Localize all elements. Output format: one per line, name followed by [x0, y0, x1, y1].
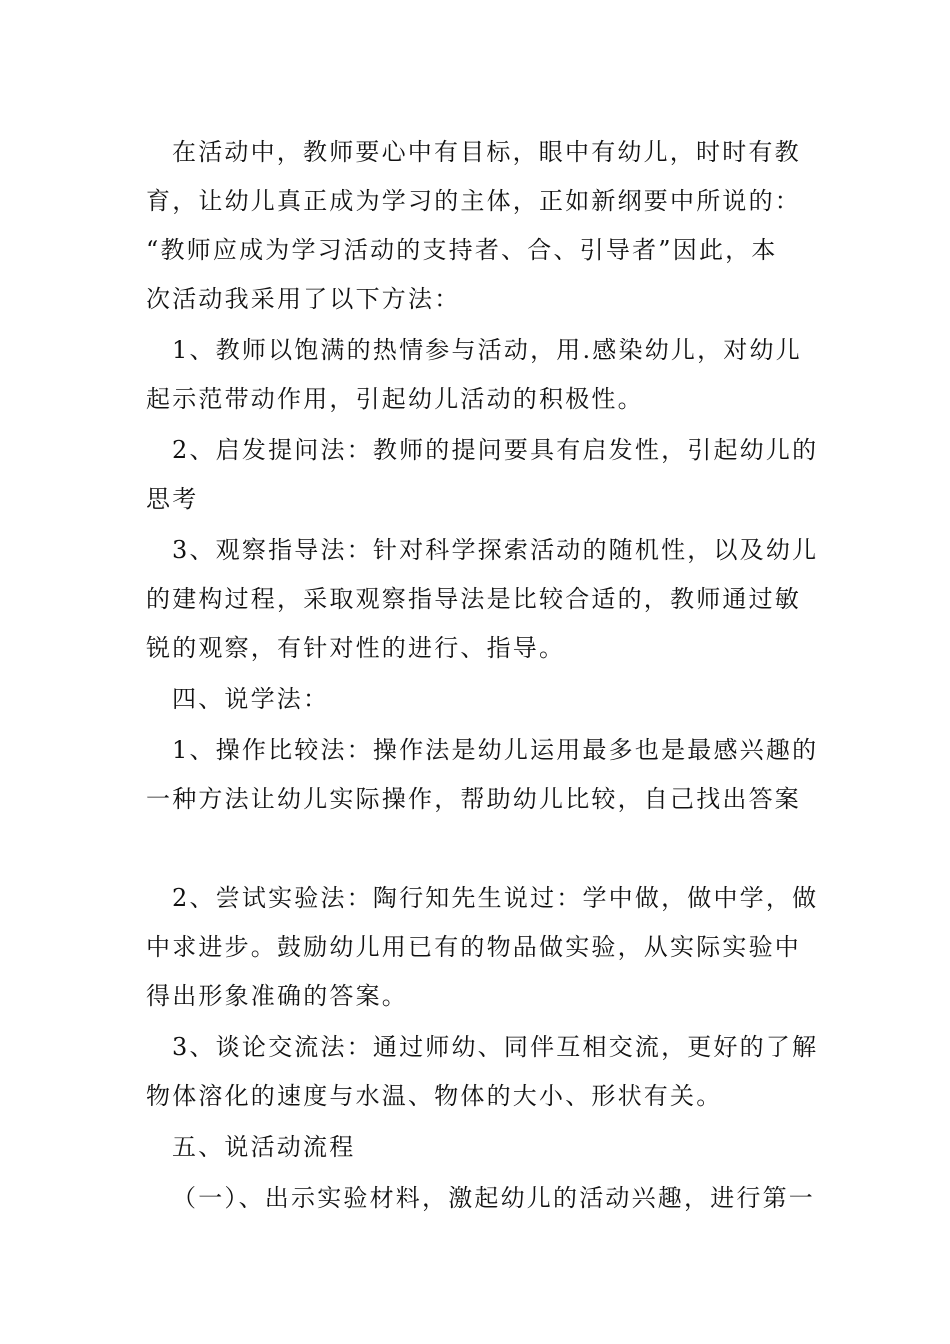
- list-item-line: （一）、出示实验材料，激起幼儿的活动兴趣，进行第一: [172, 1184, 815, 1212]
- section-heading: 五、说活动流程: [172, 1133, 356, 1161]
- list-item-line: 锐的观察，有针对性的进行、指导。: [146, 634, 566, 662]
- list-item-line: 1、教师以饱满的热情参与活动，用.感染幼儿，对幼儿: [172, 336, 802, 364]
- section-heading: 四、说学法：: [172, 685, 330, 713]
- paragraph-line: 次活动我采用了以下方法：: [146, 285, 461, 313]
- list-item-line: 起示范带动作用，引起幼儿活动的积极性。: [146, 385, 644, 413]
- list-item-line: 思考: [146, 485, 199, 513]
- paragraph-line: 在活动中，教师要心中有目标，眼中有幼儿，时时有教: [172, 138, 801, 166]
- list-item-line: 物体溶化的速度与水温、物体的大小、形状有关。: [146, 1082, 723, 1110]
- paragraph-line: “教师应成为学习活动的支持者、合、引导者”因此，本: [146, 236, 778, 264]
- list-item-line: 3、谈论交流法：通过师幼、同伴互相交流，更好的了解: [172, 1033, 819, 1061]
- list-item-line: 2、启发提问法：教师的提问要具有启发性，引起幼儿的: [172, 436, 819, 464]
- list-item-line: 一种方法让幼儿实际操作，帮助幼儿比较，自己找出答案: [146, 785, 801, 813]
- list-item-line: 中求进步。鼓励幼儿用已有的物品做实验，从实际实验中: [146, 933, 801, 961]
- paragraph-line: 育，让幼儿真正成为学习的主体，正如新纲要中所说的：: [146, 187, 801, 215]
- list-item-line: 得出形象准确的答案。: [146, 982, 408, 1010]
- list-item-line: 的建构过程，采取观察指导法是比较合适的，教师通过敏: [146, 585, 801, 613]
- list-item-line: 3、观察指导法：针对科学探索活动的随机性，以及幼儿: [172, 536, 819, 564]
- list-item-line: 1、操作比较法：操作法是幼儿运用最多也是最感兴趣的: [172, 736, 819, 764]
- list-item-line: 2、尝试实验法：陶行知先生说过：学中做，做中学，做: [172, 884, 819, 912]
